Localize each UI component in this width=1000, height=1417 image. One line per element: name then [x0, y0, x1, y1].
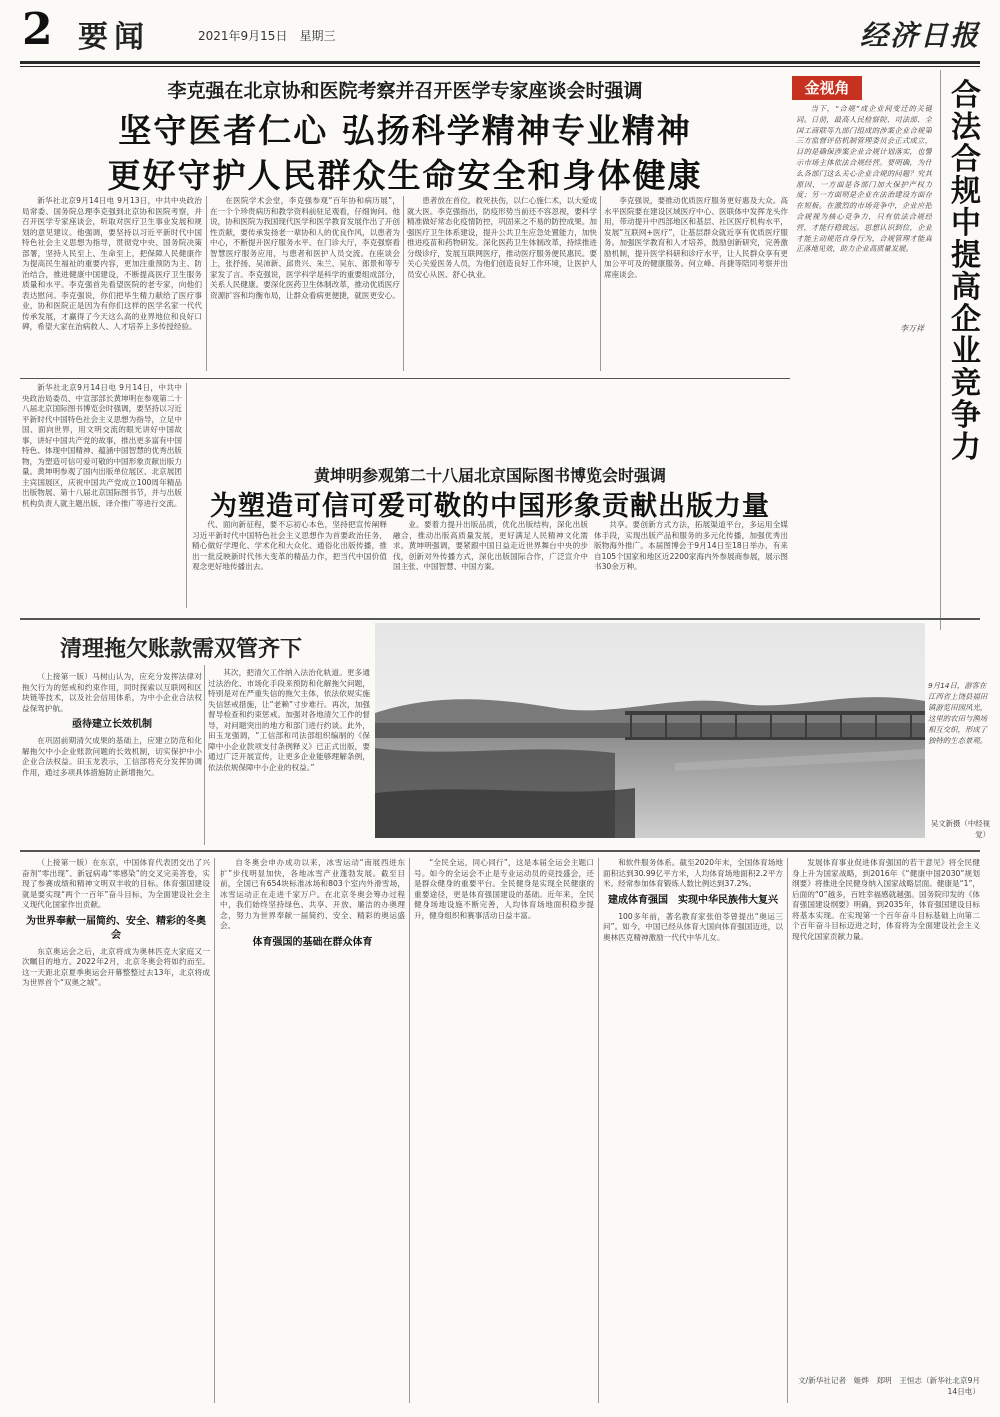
story3-headline: 清理拖欠账款需双管齐下 [60, 636, 303, 662]
story3-column-1: （上接第一版）马树山认为，应充分发挥法律对拖欠行为的惩戒和约束作用，同时探索以互联网和区块链等技术，以及社会信用体系，为中小企业合法权益保驾护航。 亟待建立长效机制 在巩固前期清欠成果的基础上，应建立防范和化解拖欠中小企业账款问题的长效机制，切实保护中小企业合法权益。田玉龙表示，工信部将充分发挥协调作用，通过多项具体措施防止新增拖欠。 [22, 672, 202, 777]
story2-column-1: 新华社北京9月14日电 9月14日，中共中央政治局委员、中宣部部长黄坤明在参观第二十八届北京国际图书博览会时强调，要坚持以习近平新时代中国特色社会主义思想为指导，立足中国、面向世界，用文明交流的眼光讲好中国故事，讲好中国共产党的故事，推出更多富有中国特色、体现中国精神、蕴涵中国智慧的优秀出版物，为塑造可信可爱可敬的中国形象贡献出版力量。黄坤明参观了国内出版单位展区、北京展团主宾国展区，庆祝中国共产党成立100周年精品出版物展、第十八届北京国际图书节，并与出版机构负责人就主题出版、译介推广等进行交流。 [22, 383, 182, 508]
story2-column-4: 共享。要创新方式方法，拓展渠道平台，多运用全媒体手段，实现出版产品和服务的多元化传播，加强优秀出版物海外推广。本届图博会于9月14日至18日举办，有来自105个国家和地区近2200家海内外参展商参展，展示图书30余万种。 [594, 520, 788, 571]
column-divider [214, 858, 215, 1403]
golden-angle-text: 当下，“合规”成企业间变迁的关键词。日前，最高人民检察院、司法部、全国工商联等九部门组成的涉案企业合规第三方监督评估机制管理委员会正式成立，目的是确保涉案企业合规计划落实，也警示市场主体依法合规经营。要明确，为什么各部门这么关心企业合规的问题？究其原因，一方面是各部门加大保护产权力度；另一方面则是企业在法治建设方面存在短板。在激烈的市场竞争中，企业应把合规视为核心竞争力，只有依法合规经营，才能行稳致远。思想认识到位，企业才能主动规范自身行为，合规管理才能真正落地见效，助力企业高质量发展。 [796, 104, 932, 254]
story1-column-1: 新华社北京9月14日电 9月13日，中共中央政治局常委、国务院总理李克强到北京协和医院考察，并召开医学专家座谈会，听取对医疗卫生事业发展和规划的意见建议。他强调，要坚持以习近平新时代中国特色社会主义思想为指导，贯彻党中央、国务院决策部署，坚持人民至上、生命至上，把保障人民健康作为提高民生福祉的重要内容，更加注重预防为主、防治结合，推进健康中国建设，不断提高医疗卫生服务质量和水平。李克强首先看望医院的老专家，向他们表达慰问。李克强说，你们把毕生精力献给了医疗事业，协和医院正是因为有你们这样的医学名家一代代传承发展，才赢得了今天这么高的业界地位和良好口碑，希望大家在治病救人、人才培养上多传授经验。 [22, 196, 202, 331]
issue-date: 2021年9月15日 星期三 [198, 29, 336, 43]
section-title: 要闻 [78, 20, 150, 55]
column-divider [787, 858, 788, 1403]
column-divider [600, 196, 601, 371]
column-divider [206, 196, 207, 371]
story4-column-1: （上接第一版）在东京，中国体育代表团交出了兴奋剂“零出现”、新冠病毒“零感染”的交叉完美答卷，实现了参赛成绩和精神文明双丰收的目标。体育强国建设就是要实现“两个一百年”奋斗目标，为全面建设社会主义现代化国家作出贡献。 为世界奉献一届简约、安全、精彩的冬奥会 东京奥运会之后，北京将成为奥林匹克大家庭又一次瞩目的地方。2022年2月，北京冬奥会将如约而至。这一天距北京夏季奥运会开幕整整过去13年，北京将成为世界首个“双奥之城”。 [22, 858, 210, 987]
story1-kicker: 李克强在北京协和医院考察并召开医学专家座谈会时强调 [167, 80, 643, 102]
column-divider [409, 858, 410, 1403]
column-divider [403, 196, 404, 371]
story4-subhead-3: 建成体育强国 实现中华民族伟大复兴 [608, 894, 778, 906]
story4-column-4: 和软件服务体系。截至2020年末，全国体育场地面积达到30.99亿平方米，人均体育场地面积2.2平方米。经常参加体育锻炼人数比例达到37.2%。 建成体育强国 实现中华民族伟大复兴 100多年前，著名教育家张伯苓曾提出“奥运三问”。如今，中国已经从体育大国向体育强国迈进，以奥林匹克精神激励一代代中华儿女。 [603, 858, 783, 942]
column-divider [940, 70, 941, 630]
golden-angle-badge: 金视角 [792, 76, 862, 100]
story-divider [20, 850, 980, 852]
story4-subhead-1: 为世界奉献一届简约、安全、精彩的冬奥会 [26, 915, 206, 941]
story2-column-2: 代、面向新征程，要不忘初心本色，坚持把宣传阐释习近平新时代中国特色社会主义思想作为首要政治任务，精心做好学理化、学术化和大众化、通俗化出版传播，推出一批反映新时代伟大变革的精品力作，把当代中国价值观念更好地传播出去。 [192, 520, 387, 571]
photo-credit: 吴文新摄（中经视觉） [930, 819, 990, 839]
story-divider [20, 378, 790, 379]
page-number: 2 [22, 4, 53, 55]
newspaper-logo: 经济日报 [860, 19, 981, 52]
column-divider [598, 858, 599, 1403]
masthead-rule-thin [20, 66, 980, 67]
column-divider [204, 665, 205, 845]
story1-column-4: 李克强说，要推动优质医疗服务更好惠及大众。高水平医院要在建设区域医疗中心、医联体中发挥龙头作用，带动提升中西部地区和基层、社区医疗机构水平，发展“互联网+医疗”，让基层群众就近享有优质医疗服务。加强医学教育和人才培养，鼓励创新研究，完善激励机制，提升医学科研和诊疗水平，让人民群众享有更加公平可及的健康服务。何立峰、肖捷等陪同考察并出席座谈会。 [604, 196, 788, 279]
story3-column-2: 其次，把清欠工作纳入法治化轨道。更多通过法治化、市场化手段来预防和化解拖欠问题，特别是对在严重失信的拖欠主体，依法依规实施失信惩戒措施，让“老赖”寸步难行。再次，加强督导检查和约束惩戒。加强对各地清欠工作的督导，对问题突出的地方和部门进行约谈。此外，田玉龙强调，“工信部和司法部组织编制的《保障中小企业款项支付条例释义》已正式出版，要通过广泛开展宣传，让更多企业能够理解条例，依法依规保障中小企业的权益。” [208, 668, 370, 772]
landscape-photo [375, 623, 925, 838]
story4-column-3: “全民全运，同心同行”，这是本届全运会主题口号。如今的全运会不止是专业运动员的竞技盛会，还是群众健身的重要平台。全民健身是实现全民健康的重要途径，更是体育强国建设的基础。近年来，全民健身场地设施不断完善，人均体育场地面积稳步提升，健身组织和赛事活动日益丰富。 [414, 858, 594, 920]
story2-kicker: 黄坤明参观第二十八届北京国际图书博览会时强调 [313, 466, 666, 485]
story1-headline-line2: 更好守护人民群众生命安全和身体健康 [107, 156, 703, 195]
story1-column-2: 在医院学术会堂，李克强参观“百年协和病历展”，在一个个珍贵病历和教学资料前驻足观看，仔细询问。他说，协和医院为我国现代医学和医学教育发展作出了开创性贡献，要传承发扬老一辈协和人的优良作风，以患者为中心，不断提升医疗服务水平。在门诊大厅，李克强察看智慧医疗服务应用，与患者和医护人员交流。在座谈会上，张抒扬、吴沛新、邱贵兴、朱兰、吴东、郎景和等专家发了言。李克强说，医学科学是科学的重要组成部分，关系人民健康。要深化医药卫生体制改革，推动优质医疗资源扩容和均衡布局，让群众看病更便捷，就医更安心。 [210, 196, 400, 300]
landscape-photo-image [375, 623, 925, 838]
story4-column-5: 发展体育事业促进体育强国的若干意见》将全民健身上升为国家战略，到2016年《“健康中国2030”规划纲要》将推进全民健身纳入国家战略层面。健康是“1”，后面的“0”越多，百姓幸福感就越强。国务院印发的《体育强国建设纲要》明确，到2035年，体育强国建设目标将基本实现。在实现第一个百年奋斗目标基础上向第二个百年奋斗目标迈进之时，体育将为全面建设社会主义现代化国家贡献力量。 [792, 858, 980, 941]
story4-subhead-2: 体育强国的基础在群众体育 [252, 936, 373, 948]
story1-headline-line1: 坚守医者仁心 弘扬科学精神专业精神 [118, 111, 692, 150]
vertical-headline: 合法合规中提高企业竞争力 [951, 78, 981, 465]
column-divider [186, 383, 187, 608]
story3-subhead: 亟待建立长效机制 [72, 719, 152, 730]
story-divider [20, 618, 980, 620]
story2-column-3: 业。要着力提升出版品质，优化出版结构，深化出版融合，推动出版高质量发展，更好满足人民精神文化需求。黄坤明强调，要紧跟中国日益走近世界舞台中央的步伐，创新对外传播方式，深化出版国际合作，广泛宣介中国主张、中国智慧、中国方案。 [393, 520, 588, 571]
masthead-rule [20, 61, 980, 64]
story4-byline: 文/新华社记者 姬烨 郑明 王恒志（新华社北京9月14日电） [797, 1376, 980, 1396]
story4-column-2: 自冬奥会申办成功以来，冰雪运动“南展西进东扩”步伐明显加快，各地冰雪产业蓬勃发展。截至目前，全国已有654块标准冰场和803个室内外滑雪场，冰雪运动正在走进千家万户。在北京冬奥会筹办过程中，我们始终坚持绿色、共享、开放、廉洁的办奥理念，努力为世界奉献一届简约、安全、精彩的奥运盛会。 体育强国的基础在群众体育 [220, 858, 405, 948]
story1-headline [20, 108, 790, 198]
golden-angle-author: 李万祥 [900, 324, 924, 333]
story1-column-3: 患者放在首位，救死扶伤，以仁心施仁术，以大爱成就大医。李克强指出，防疫形势当前还不容忽视，要科学精准做好常态化疫情防控，巩固来之不易的防控成果。加强医疗卫生体系建设，提升公共卫生应急处置能力，加快推进疫苗和药物研发。深化医药卫生体制改革，持续推进分级诊疗，发展互联网医疗，推动医疗服务便民惠民。要关心关爱医务人员，为他们创造良好工作环境，让医护人员安心从医、舒心执业。 [407, 196, 597, 279]
photo-caption: 9月14日，游客在江西省上饶县福田镇游览田园风光，这里的农田与渔场相互交织，形成了独特的生态景观。 [928, 681, 988, 745]
story2-headline: 为塑造可信可爱可敬的中国形象贡献出版力量 [210, 491, 770, 522]
